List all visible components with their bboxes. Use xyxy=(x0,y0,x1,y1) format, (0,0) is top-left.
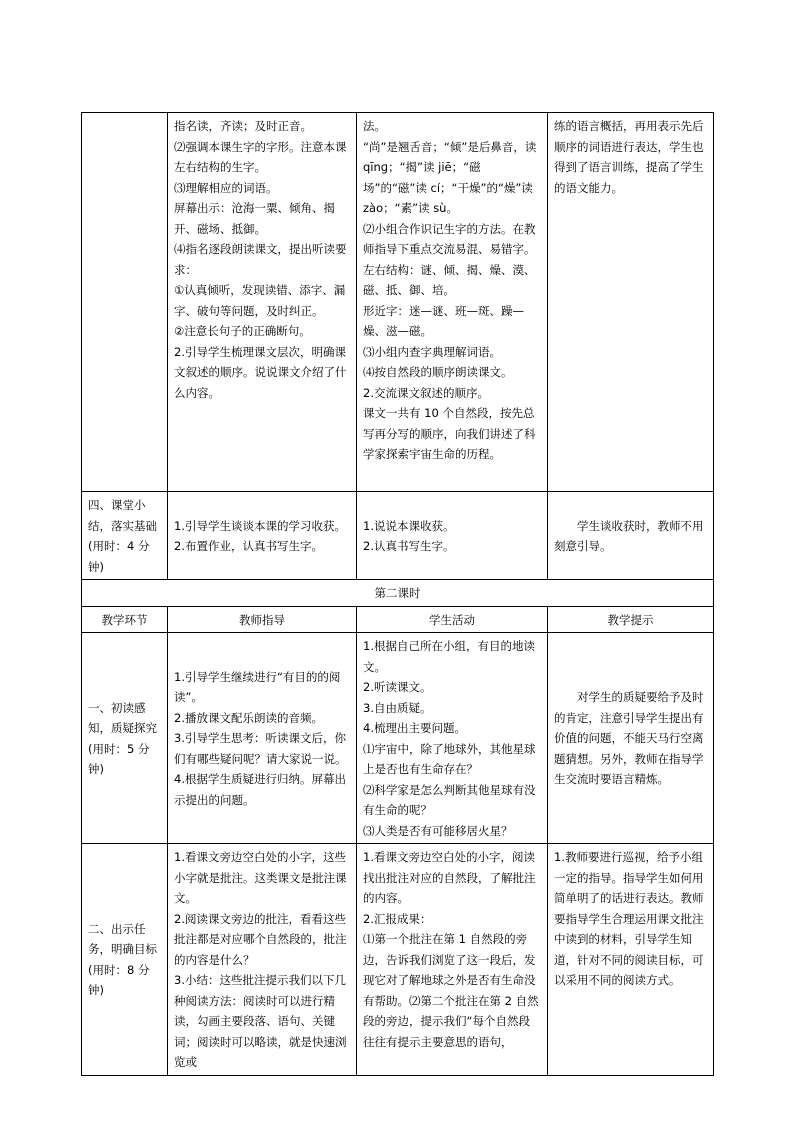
tips-line: 练的语言概括，再用表示先后顺序的词语进行表达，学生也得到了语言训练，提高了学生的语文能力。 xyxy=(554,119,704,195)
header-student: 学生活动 xyxy=(357,606,548,633)
student-cell xyxy=(357,844,548,1076)
teacher-line: 2.布置作业，认真书写生字。 xyxy=(174,539,323,553)
student-line: ⑶人类是否有可能移居火星？ xyxy=(363,823,513,838)
student-line: ⑶小组内查字典理解词语。 xyxy=(363,344,501,359)
student-line: 课文一共有 10 个自然段，按先总写再分写的顺序，向我们讲述了科学家探索宇宙生命的历程。 xyxy=(363,406,536,461)
tips-cell xyxy=(548,113,714,492)
teacher-line: 2.播放课文配乐朗读的音频。 xyxy=(174,710,323,725)
teacher-line: 4.根据学生质疑进行归纳。屏幕出示提出的问题。 xyxy=(174,772,346,807)
tips-line: 学生谈收获时，教师不用刻意引导。 xyxy=(554,518,704,553)
table-row xyxy=(82,844,714,1076)
student-line: ⑵小组合作识记生字的方法。在教师指导下重点交流易混、易错字。 xyxy=(363,221,536,256)
header-row xyxy=(82,606,714,633)
period-title-row xyxy=(82,580,714,607)
teacher-line: 1.引导学生继续进行“有目的的阅读”。 xyxy=(174,669,341,705)
header-stage: 教学环节 xyxy=(82,606,168,633)
teacher-cell xyxy=(168,844,357,1076)
tips-cell xyxy=(548,844,714,1076)
student-line: 4.梳理出主要问题。 xyxy=(363,721,466,735)
student-line: 形近字：迷—谜、班—斑、躁—燥、滋—磁。 xyxy=(363,303,524,338)
student-line: 1.看课文旁边空白处的小字，阅读找出批注对应的自然段，了解批注的内容。 xyxy=(363,850,536,905)
student-cell xyxy=(357,492,548,580)
student-line: 左右结构：谜、倾、揭、燥、漠、磁、抵、御、培。 xyxy=(363,262,536,297)
student-line: 法。 xyxy=(363,119,386,133)
table-row xyxy=(82,492,714,580)
teacher-cell xyxy=(168,113,357,492)
table-row xyxy=(82,113,714,492)
teacher-line: ②注意长句子的正确断句。 xyxy=(174,324,311,338)
teacher-line: 3.引导学生思考：听读课文后，你们有哪些疑问呢？请大家说一说。 xyxy=(174,731,347,766)
student-cell xyxy=(357,113,548,492)
teacher-cell xyxy=(168,492,357,580)
header-tips: 教学提示 xyxy=(548,606,714,633)
period-title: 第二课时 xyxy=(82,580,714,607)
student-line: 3.自由质疑。 xyxy=(363,700,432,715)
teacher-line: 1.看课文旁边空白处的小字，这些小字就是批注。这类课文是批注课文。 xyxy=(174,850,347,905)
teacher-line: 3.小结：这些批注提示我们以下几种阅读方法：阅读时可以进行精读，勾画主要段落、语句、关键词；阅读时可以略读，就是快速浏览或 xyxy=(174,973,347,1069)
teacher-line: 2.引导学生梳理课文层次，明确课文叙述的顺序。说说课文介绍了什么内容。 xyxy=(174,344,347,400)
teacher-line: ⑵强调本课生字的字形。注意本课左右结构的生字。 xyxy=(174,139,347,174)
teacher-line: ⑶理解相应的词语。 xyxy=(174,180,278,195)
stage-cell: 一、初读感知，质疑探究 (用时：5 分钟) xyxy=(82,633,168,844)
student-line: ⑴宇宙中，除了地球外，其他星球上是否也有生命存在？ xyxy=(363,741,536,776)
teacher-line: 指名读，齐读；及时正音。 xyxy=(174,119,312,133)
teacher-line: ①认真倾听，发现读错、添字、漏字、破句等问题，及时纠正。 xyxy=(174,283,346,318)
tips-cell xyxy=(548,492,714,580)
header-teacher: 教师指导 xyxy=(168,606,357,633)
student-line: ⑴第一个批注在第 1 自然段的旁边，告诉我们浏览了这一段后，发现它对了解地球之外是否有生命没有帮助。⑵第二个批注在第 2 自然段的旁边，提示我们“每个自然段往往有提示主要意思的语句， xyxy=(363,932,539,1049)
student-line: 1.说说本课收获。 xyxy=(363,518,455,533)
stage-cell: 二、出示任务，明确目标 (用时：8 分钟) xyxy=(82,844,168,1076)
student-line: 2.交流课文叙述的顺序。 xyxy=(363,385,489,400)
teacher-line: ⑷指名逐段朗读课文，提出听读要求： xyxy=(174,242,347,277)
teacher-line: 1.引导学生谈谈本课的学习收获。 xyxy=(174,518,346,533)
student-line: “尚”是翘舌音；“倾”是后鼻音，读 qīnɡ；“揭”读 jiē；“磁场”的“磁”读 cí；“干燥”的“燥”读 zào；“素”读 sù。 xyxy=(363,139,537,215)
student-line: 1.根据自己所在小组，有目的地读文。 xyxy=(363,639,535,674)
student-line: 2.认真书写生字。 xyxy=(363,539,455,553)
tips-cell xyxy=(548,633,714,844)
student-line: 2.听读课文。 xyxy=(363,680,432,694)
student-line: ⑷按自然段的顺序朗读课文。 xyxy=(363,365,513,379)
student-line: 2.汇报成果： xyxy=(363,911,432,926)
teacher-line: 屏幕出示：沧海一粟、倾角、揭开、磁场、抵御。 xyxy=(174,201,335,236)
table-row xyxy=(82,633,714,844)
tips-line: 1.教师要进行巡视，给予小组一定的指导。指导学生如何用简单明了的话进行表达。教师要指导学生合理运用课文批注中读到的材料，引导学生知道，针对不同的阅读目标，可以采用不同的阅读方式。 xyxy=(554,850,704,987)
tips-line: 对学生的质疑要给予及时的肯定，注意引导学生提出有价值的问题，不能天马行空离题猜想。另外，教师在指导学生交流时要语言精炼。 xyxy=(554,690,704,787)
teacher-cell xyxy=(168,633,357,844)
stage-cell: 四、课堂小结，落实基础 (用时：4 分钟) xyxy=(82,492,168,580)
stage-cell xyxy=(82,113,168,492)
teacher-line: 2.阅读课文旁边的批注，看看这些批注都是对应哪个自然段的，批注的内容是什么？ xyxy=(174,911,347,967)
lesson-plan-table xyxy=(81,112,714,1076)
student-cell xyxy=(357,633,548,844)
student-line: ⑵科学家是怎么判断其他星球有没有生命的呢？ xyxy=(363,782,536,817)
